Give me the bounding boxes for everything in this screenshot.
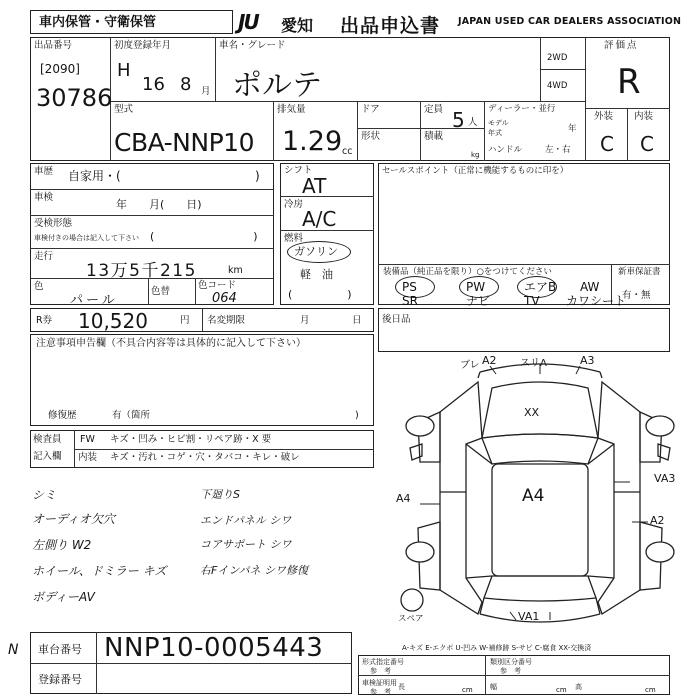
history-label: 車歴 xyxy=(34,166,54,177)
rating-label: 評価点 xyxy=(604,40,639,51)
remark-left-line: オーディオ欠穴 xyxy=(32,512,116,526)
load-label: 積載 xyxy=(424,131,444,142)
spare-label: スペア xyxy=(398,614,424,624)
damage-legend: A-キズ E-エクボ U-凹み W-補修跡 S-サビ C-腐食 XX-交換済 xyxy=(402,644,592,652)
equipment-item: PS xyxy=(402,280,417,294)
ju-logo xyxy=(238,10,282,32)
wheel-rear-right xyxy=(646,542,674,562)
dims-high-unit: cm xyxy=(645,686,656,694)
displacement-unit: cc xyxy=(342,146,353,157)
equipment-item: カワシート xyxy=(566,294,627,308)
diagram-mark: A4 xyxy=(396,492,411,505)
capacity-value: 5 xyxy=(452,108,465,132)
model-year-label-2: 年式 xyxy=(488,129,502,137)
diagram-mark: A3 xyxy=(580,354,595,367)
diagram-mark: VA1 xyxy=(518,610,540,623)
inspection-label: 車検 xyxy=(34,192,54,203)
dims-long-unit: cm xyxy=(462,686,473,694)
ac-value: A/C xyxy=(302,207,337,231)
remark-right-line: 下廻りS xyxy=(200,488,240,501)
handle-options: 左・右 xyxy=(545,145,571,155)
ju-logo-mark: JU xyxy=(238,10,258,34)
dealer-label: ディーラー・並行 xyxy=(488,104,556,114)
logo-region-text: 愛知 xyxy=(281,16,314,35)
model-name: ポルテ xyxy=(232,68,322,103)
wheel-front-right xyxy=(646,416,674,436)
chassis-side-mark: N xyxy=(8,642,19,658)
registration-number-label: 登録番号 xyxy=(38,673,82,686)
inspector-row2-items: キズ・汚れ・コゲ・穴・タバコ・キレ・破レ xyxy=(110,452,300,463)
damage-diagram xyxy=(400,352,690,634)
storage-badge-text: 車内保管・守衛保管 xyxy=(39,15,157,30)
rear-bumper-outline xyxy=(480,614,600,622)
type-label: 型式 xyxy=(114,104,134,115)
rating-int-label: 内装 xyxy=(634,111,654,122)
remark-right-line: 右Fインパネ シワ修復 xyxy=(200,564,309,577)
type-designation-ref-2: 参 考 xyxy=(500,667,521,675)
diagram-mark: A4 xyxy=(522,486,545,506)
capacity-unit: 人 xyxy=(468,117,478,128)
doors-label: ドア xyxy=(361,104,380,115)
inspector-label-2: 記入欄 xyxy=(33,451,62,462)
remark-left-line: ボディーAV xyxy=(32,590,95,604)
rating-score: R xyxy=(617,62,641,102)
lot-number-label: 出品番号 xyxy=(34,40,73,51)
repair-value: 有（箇所 xyxy=(112,410,151,421)
registration-year: 16 xyxy=(142,74,165,95)
equipment-item: PW xyxy=(466,280,486,294)
model-year-label-1: モデル xyxy=(488,119,509,127)
capacity-label: 定員 xyxy=(424,104,444,115)
class-designation-label: 類別区分番号 xyxy=(490,658,532,666)
rating-int: C xyxy=(640,132,654,156)
type-value: CBA-NNP10 xyxy=(114,128,254,157)
remark-left-line: シミ xyxy=(32,488,57,502)
diagram-mark: スリA xyxy=(520,358,547,369)
rear-seat-label: 後日品 xyxy=(382,314,411,325)
name-change-label: 名変期限 xyxy=(207,315,246,326)
repair-label: 修復歴 xyxy=(48,410,77,421)
registration-label: 初度登録年月 xyxy=(114,40,172,51)
displacement-value: 1.29 xyxy=(282,126,343,157)
association-name: JAPAN USED CAR DEALERS ASSOCIATION xyxy=(458,16,682,27)
chassis-number: NNP10-0005443 xyxy=(104,633,324,663)
left-body-outline xyxy=(440,382,482,614)
dims-wide-unit: cm xyxy=(556,686,567,694)
inspection-value: 年 月( 日) xyxy=(116,198,202,211)
diagram-mark: VA3 xyxy=(654,472,676,485)
dims-long: 長 xyxy=(398,683,405,691)
registration-month: 8 xyxy=(180,74,192,95)
mileage-unit: km xyxy=(228,265,243,276)
mileage-value: 13万5千215 xyxy=(86,261,197,281)
lot-tag: [2090] xyxy=(40,62,80,76)
type-designation-ref-1: 参 考 xyxy=(370,667,391,675)
diagram-mark: A2 xyxy=(482,354,497,367)
registration-era: H xyxy=(117,60,131,81)
rear-window-outline xyxy=(484,576,596,601)
inspector-row1-label: FW xyxy=(80,434,95,445)
remark-right-line: コアサポート シワ xyxy=(200,538,292,551)
hood-outline xyxy=(482,382,598,438)
right-body-outline xyxy=(598,382,640,614)
history-close: ) xyxy=(255,169,260,183)
type-designation-label: 形式指定番号 xyxy=(362,658,404,666)
color-label: 色 xyxy=(34,281,44,292)
registration-month-unit: 月 xyxy=(201,86,211,97)
remark-left-line: ホイール、ドミラー キズ xyxy=(32,564,167,578)
fuel-gasoline: ガソリン xyxy=(294,245,338,258)
rating-ext: C xyxy=(600,132,614,156)
history-value: 自家用・( xyxy=(68,169,121,183)
dims-wide: 幅 xyxy=(490,683,497,691)
dims-ref: 参 考 xyxy=(370,688,391,696)
equipment-item: TV xyxy=(524,294,540,308)
roof-outline xyxy=(492,464,588,576)
reception-label: 受検形態 xyxy=(34,218,73,229)
handle-label: ハンドル xyxy=(488,145,523,155)
reception-note: 車検付きの場合は記入して下さい xyxy=(34,234,139,242)
wheel-front-left xyxy=(406,416,434,436)
model-year-unit: 年 xyxy=(568,124,577,134)
reception-paren: ( ) xyxy=(150,230,258,243)
warranty-value: 有・無 xyxy=(622,290,651,301)
equipment-item: ナビ xyxy=(466,294,491,308)
recycle-unit: 円 xyxy=(180,315,190,326)
load-unit: kg xyxy=(471,151,480,159)
recycle-value: 10,520 xyxy=(78,309,148,333)
diagram-mark: XX xyxy=(524,406,540,419)
color-code: 064 xyxy=(212,291,237,306)
warranty-label: 新車保証書 xyxy=(618,267,661,277)
windshield-outline xyxy=(482,434,598,464)
wheel-rear-left xyxy=(406,542,434,562)
remark-right-line: エンドパネル シワ xyxy=(200,514,292,527)
equipment-item: エアB xyxy=(524,280,557,294)
inspector-row2-label: 内装 xyxy=(78,452,98,463)
color-value: パール xyxy=(70,293,118,308)
rear-seat-row xyxy=(378,308,670,352)
diagram-mark: A2 xyxy=(650,514,665,527)
form-title: 出品申込書 xyxy=(340,15,441,37)
shape-label: 形状 xyxy=(361,131,381,142)
dims-high: 高 xyxy=(575,683,582,691)
equipment-label: 装備品（純正品を限り）○をつけてください xyxy=(383,267,552,277)
repair-close: ) xyxy=(355,410,359,421)
fuel-diesel: 軽 油 xyxy=(300,268,333,281)
color-code-label: 色コード xyxy=(198,280,237,291)
shift-value: AT xyxy=(302,174,327,198)
drive-2wd: 2WD xyxy=(547,53,568,63)
name-change-day: 日 xyxy=(352,315,362,326)
displacement-label: 排気量 xyxy=(277,104,306,115)
color-change-label: 色替 xyxy=(151,286,171,297)
notes-label: 注意事項申告欄（不具合内容等は具体的に記入して下さい） xyxy=(36,338,306,349)
rating-ext-label: 外装 xyxy=(594,111,614,122)
dims-label: 車検証明用 xyxy=(362,679,397,687)
fuel-label: 燃料 xyxy=(284,233,304,244)
sales-point-label: セールスポイント（正常に機能するものに印を） xyxy=(382,166,569,176)
storage-badge xyxy=(30,10,233,34)
mileage-label: 走行 xyxy=(34,251,54,262)
inspector-label-1: 検査員 xyxy=(33,434,62,445)
model-label: 車名・グレード xyxy=(219,40,286,51)
chassis-label: 車台番号 xyxy=(38,643,82,656)
drive-4wd: 4WD xyxy=(547,81,568,91)
equipment-item: SR xyxy=(402,294,418,308)
ac-label: 冷房 xyxy=(284,199,304,210)
fuel-paren: ( ) xyxy=(288,288,352,301)
shift-label: シフト xyxy=(284,165,313,176)
recycle-label: R券 xyxy=(36,315,53,326)
remark-left-line: 左側り W2 xyxy=(32,538,92,552)
inspector-row1-items: キズ・凹み・ヒビ割・リペア跡・X 要 xyxy=(110,434,272,445)
name-change-month: 月 xyxy=(300,315,310,326)
diagram-mark: ブレ xyxy=(460,360,480,371)
equipment-item: AW xyxy=(580,280,600,294)
spare-tire xyxy=(401,589,423,611)
lot-number: 30786 xyxy=(36,84,113,112)
